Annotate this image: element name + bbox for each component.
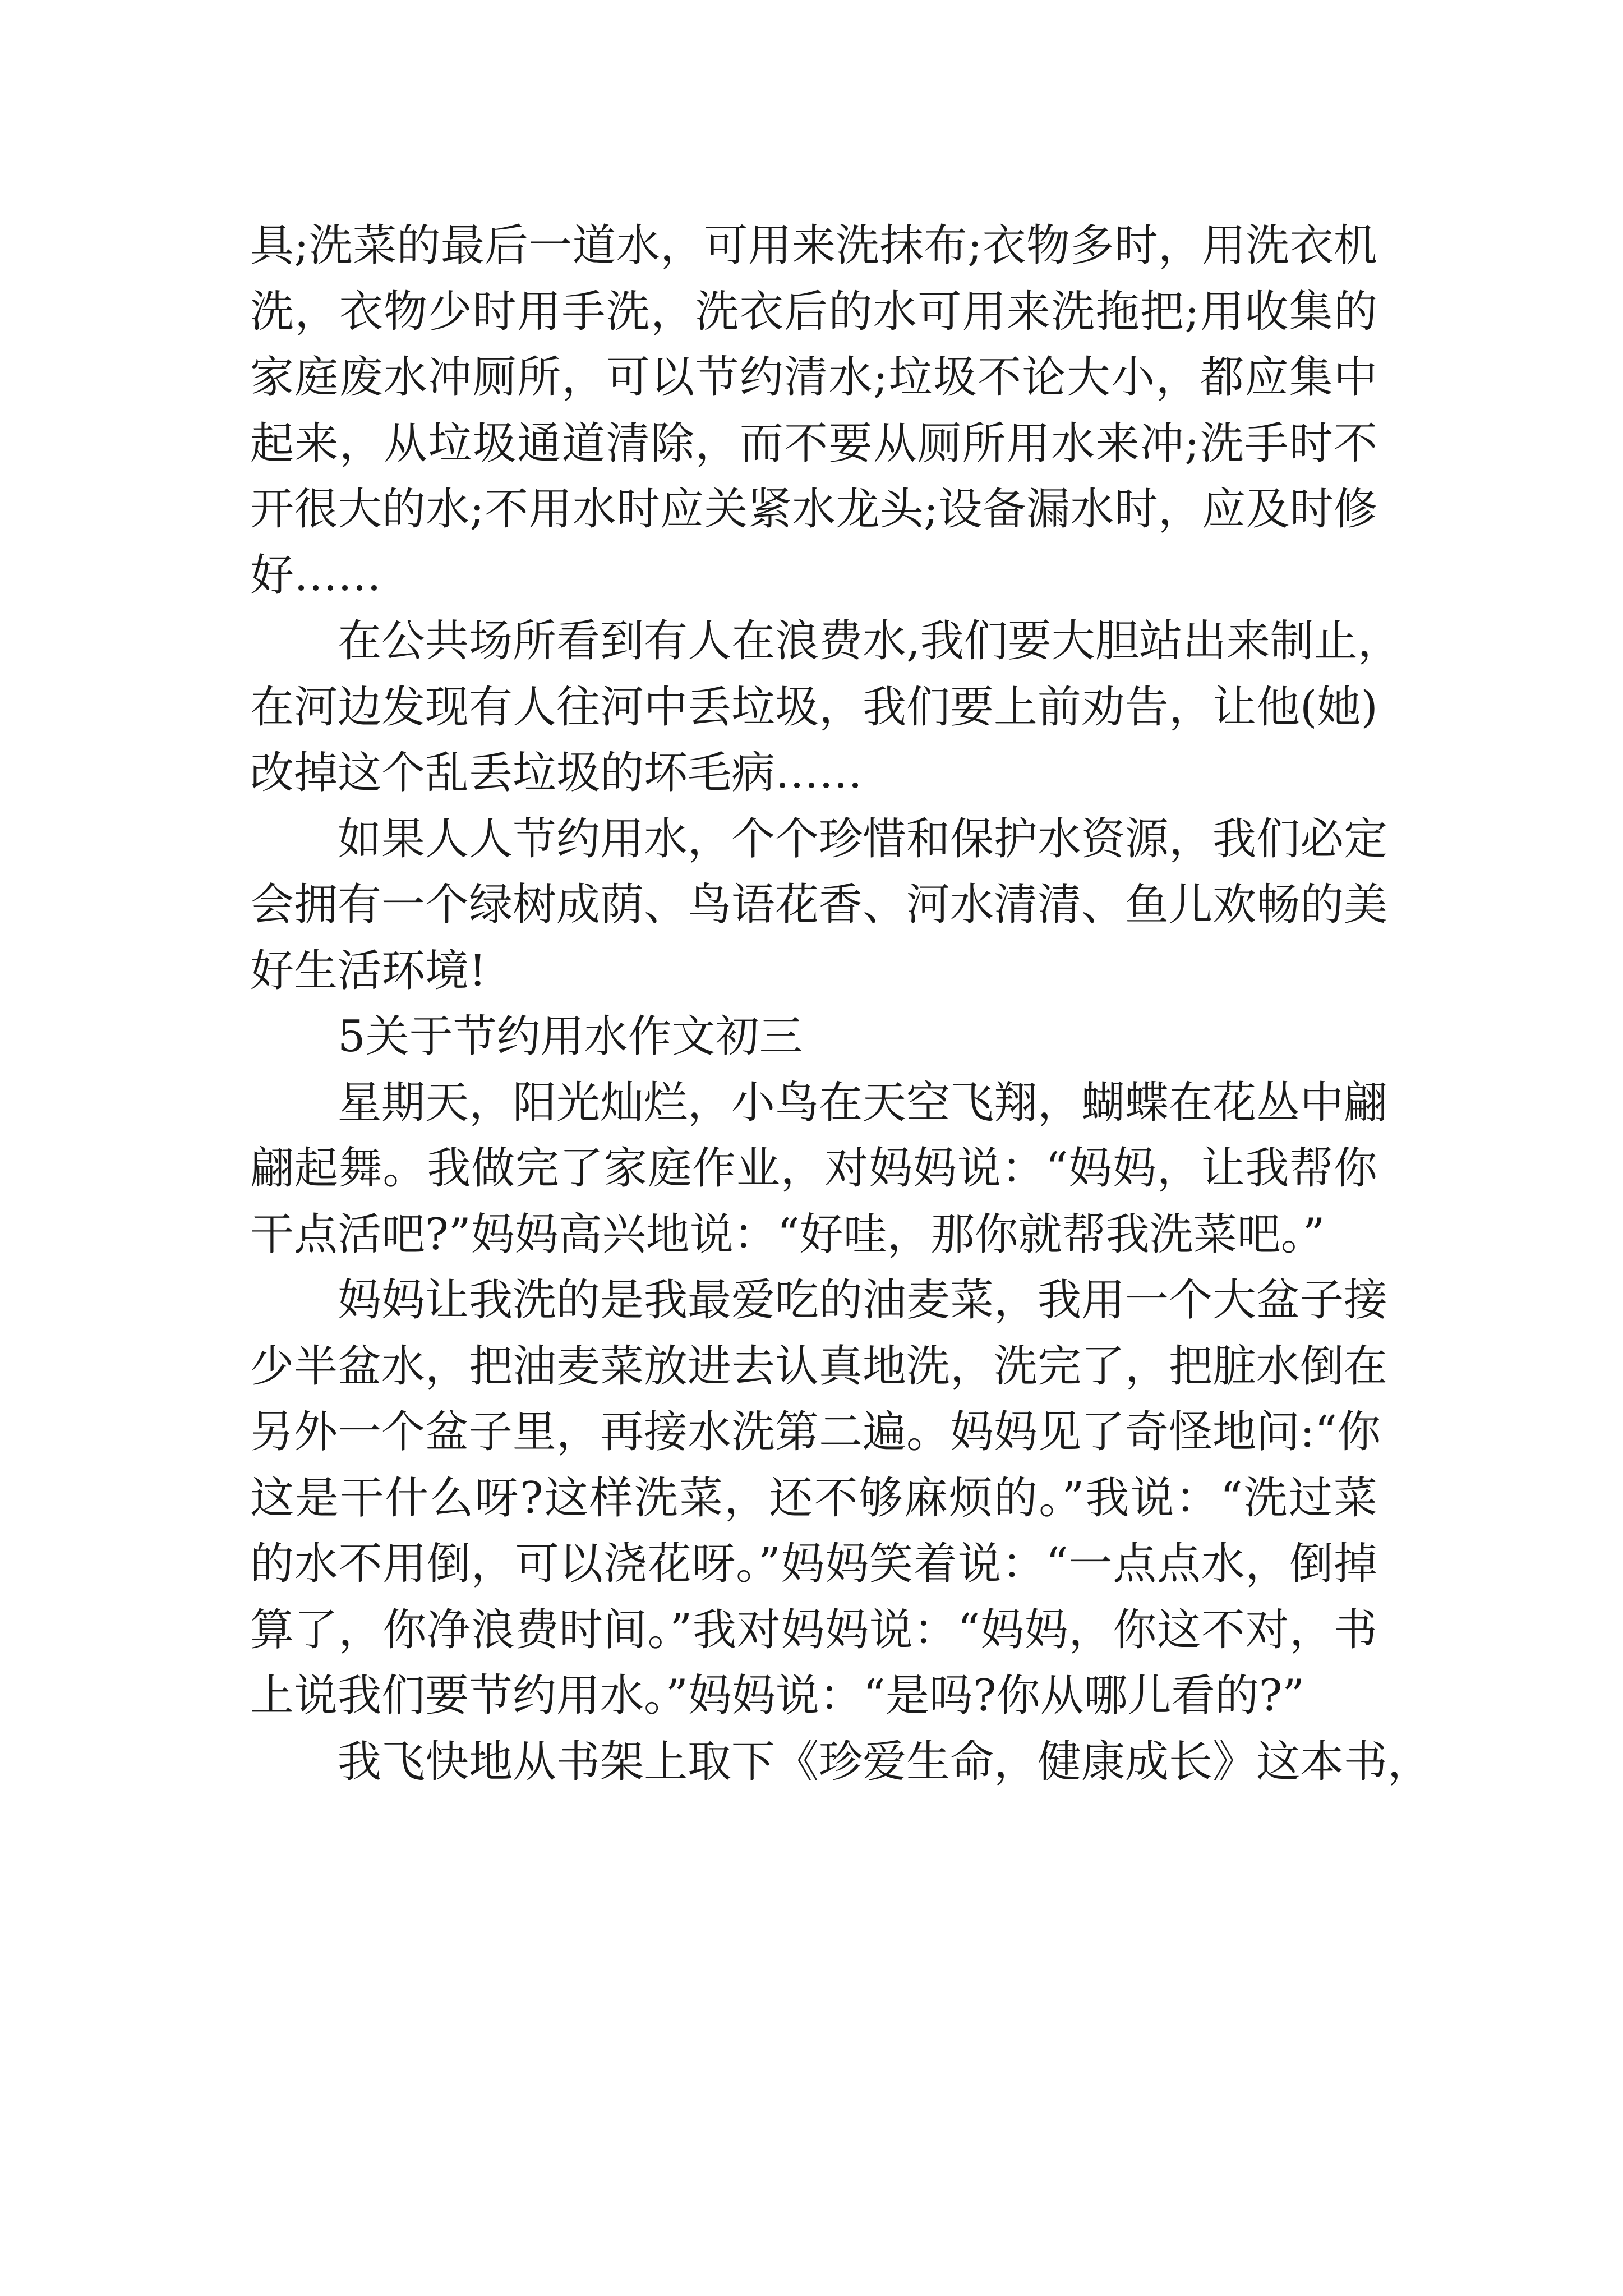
text-line: 在河边发现有人往河中丢垃圾，我们要上前劝告，让他(她) — [250, 682, 1378, 733]
paragraph — [250, 1729, 1432, 1796]
text-line: 会拥有一个绿树成荫、鸟语花香、河水清清、鱼儿欢畅的美 — [250, 880, 1388, 930]
text-line: 如果人人节约用水，个个珍惜和保护水资源，我们必定 — [338, 813, 1388, 864]
text-line: 洗，衣物少时用手洗，洗衣后的水可用来洗拖把;用收集的 — [250, 286, 1377, 337]
paragraph — [250, 1070, 1388, 1268]
text-line: 上说我们要节约用水。”妈妈说：“是吗?你从哪儿看的?” — [250, 1671, 1305, 1721]
text-line: 妈妈让我洗的是我最爱吃的油麦菜，我用一个大盆子接 — [338, 1275, 1388, 1326]
paragraph — [250, 807, 1388, 1005]
text-line: 翩起舞。我做完了家庭作业，对妈妈说：“妈妈，让我帮你 — [250, 1143, 1377, 1194]
text-line: 好生活环境! — [250, 945, 487, 996]
text-line: 少半盆水，把油麦菜放进去认真地洗，洗完了，把脏水倒在 — [250, 1341, 1388, 1392]
text-line: 干点活吧?”妈妈高兴地说：“好哇，那你就帮我洗菜吧。” — [250, 1209, 1325, 1260]
text-line: 另外一个盆子里，再接水洗第二遍。妈妈见了奇怪地问:“你 — [250, 1407, 1381, 1457]
text-line: 家庭废水冲厕所，可以节约清水;垃圾不论大小，都应集中 — [250, 352, 1377, 403]
text-line: 我飞快地从书架上取下《珍爱生命，健康成长》这本书， — [338, 1736, 1432, 1787]
text-line: 改掉这个乱丢垃圾的坏毛病…… — [250, 748, 863, 798]
text-line: 星期天，阳光灿烂，小鸟在天空飞翔，蝴蝶在花丛中翩 — [338, 1077, 1388, 1128]
text-line: 开很大的水;不用水时应关紧水龙头;设备漏水时，应及时修 — [250, 484, 1377, 535]
paragraph — [250, 1268, 1388, 1729]
text-line: 在公共场所看到有人在浪费水,我们要大胆站出来制止， — [338, 616, 1401, 666]
paragraph — [250, 609, 1401, 807]
text-line: 算了，你净浪费时间。”我对妈妈说：“妈妈，你这不对，书 — [250, 1604, 1377, 1655]
text-line: 这是干什么呀?这样洗菜，还不够麻烦的。”我说：“洗过菜 — [250, 1473, 1377, 1524]
text-line: 的水不用倒，可以浇花呀。”妈妈笑着说：“一点点水，倒掉 — [250, 1539, 1377, 1589]
paragraph — [250, 213, 1377, 609]
document-body — [250, 213, 1432, 1795]
text-line: 具;洗菜的最后一道水，可用来洗抹布;衣物多时，用洗衣机 — [250, 220, 1377, 271]
paragraph — [250, 1004, 1377, 1070]
text-line: 5关于节约用水作文初三 — [338, 1011, 803, 1062]
text-line: 好…… — [250, 550, 382, 601]
text-line: 起来，从垃圾通道清除，而不要从厕所用水来冲;洗手时不 — [250, 418, 1377, 469]
